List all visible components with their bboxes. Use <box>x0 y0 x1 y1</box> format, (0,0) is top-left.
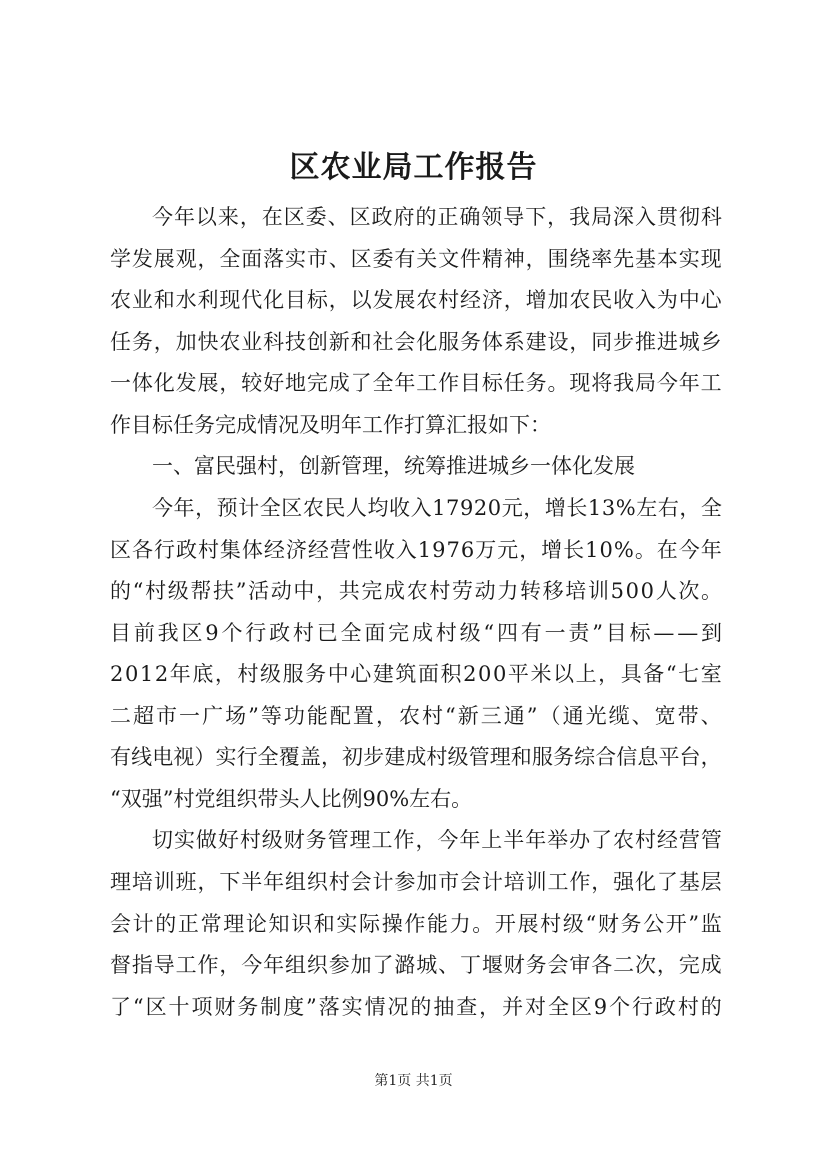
body-line: 2 0 1 2 年 底 ， 村 级 服 务 中 心 建 筑 面 积 2 0 0 平 米 以 上 ， 具 备 “ 七 室 <box>110 662 722 686</box>
body-line: 今 年 以 来 ， 在 区 委 、 区 政 府 的 正 确 领 导 下 ， 我 局 深 入 贯 彻 科 <box>152 205 722 229</box>
body-line: 区 各 行 政 村 集 体 经 济 经 营 性 收 入 1 9 7 6 万 元 ， 增 长 1 0 % 。 在 今 年 <box>110 538 722 562</box>
page-footer: 第1页 共1页 <box>374 1073 453 1089</box>
body-line: 了 “ 区 十 项 财 务 制 度 ” 落 实 情 况 的 抽 查 ， 并 对 全 区 9 个 行 政 村 的 <box>110 995 722 1019</box>
body-line: 作目标任务完成情况及明年工作打算汇报如下： <box>110 413 551 437</box>
body-line: 的 “ 村 级 帮 扶 ” 活 动 中 ， 共 完 成 农 村 劳 动 力 转 移 培 训 5 0 0 人 次 。 <box>110 579 722 603</box>
body-line: 会 计 的 正 常 理 论 知 识 和 实 际 操 作 能 力 。 开 展 村 级 “ 财 务 公 开 ” 监 <box>110 912 722 936</box>
body-line: 督 指 导 工 作 ， 今 年 组 织 参 加 了 潞 城 、 丁 堰 财 务 会 审 各 二 次 ， 完 成 <box>110 953 722 977</box>
body-line: 农 业 和 水 利 现 代 化 目 标 ， 以 发 展 农 村 经 济 ， 增 加 农 民 收 入 为 中 心 <box>110 288 722 312</box>
body-line: 一 体 化 发 展 ， 较 好 地 完 成 了 全 年 工 作 目 标 任 务 。 现 将 我 局 今 年 工 <box>110 371 722 395</box>
body-line: 理 培 训 班 ， 下 半 年 组 织 村 会 计 参 加 市 会 计 培 训 工 作 ， 强 化 了 基 层 <box>110 870 722 894</box>
body-line: 任 务 ， 加 快 农 业 科 技 创 新 和 社 会 化 服 务 体 系 建 设 ， 同 步 推 进 城 乡 <box>110 330 722 354</box>
body-line: 目 前 我 区 9 个 行 政 村 已 全 面 完 成 村 级 “ 四 有 一 责 ” 目 标 — — 到 <box>110 621 722 645</box>
body-line: 一、富民强村，创新管理，统筹推进城乡一体化发展 <box>152 454 635 478</box>
body-line: 二 超 市 一 广 场 ” 等 功 能 配 置 ， 农 村 “ 新 三 通 ” （ 通 光 缆 、 宽 带 、 <box>110 704 722 728</box>
body-line: 今 年 ， 预 计 全 区 农 民 人 均 收 入 1 7 9 2 0 元 ， 增 长 1 3 % 左 右 ， 全 <box>152 496 722 520</box>
body-line: 切 实 做 好 村 级 财 务 管 理 工 作 ， 今 年 上 半 年 举 办 了 农 村 经 营 管 <box>152 828 722 852</box>
body-line: “双强”村党组织带头人比例90%左右。 <box>110 787 473 811</box>
document-title: 区农业局工作报告 <box>289 150 538 185</box>
body-line: 有 线 电 视 ） 实 行 全 覆 盖 ， 初 步 建 成 村 级 管 理 和 服 务 综 合 信 息 平 台 ， <box>110 745 722 769</box>
body-line: 学 发 展 观 ， 全 面 落 实 市 、 区 委 有 关 文 件 精 神 ， 围 绕 率 先 基 本 实 现 <box>110 247 722 271</box>
